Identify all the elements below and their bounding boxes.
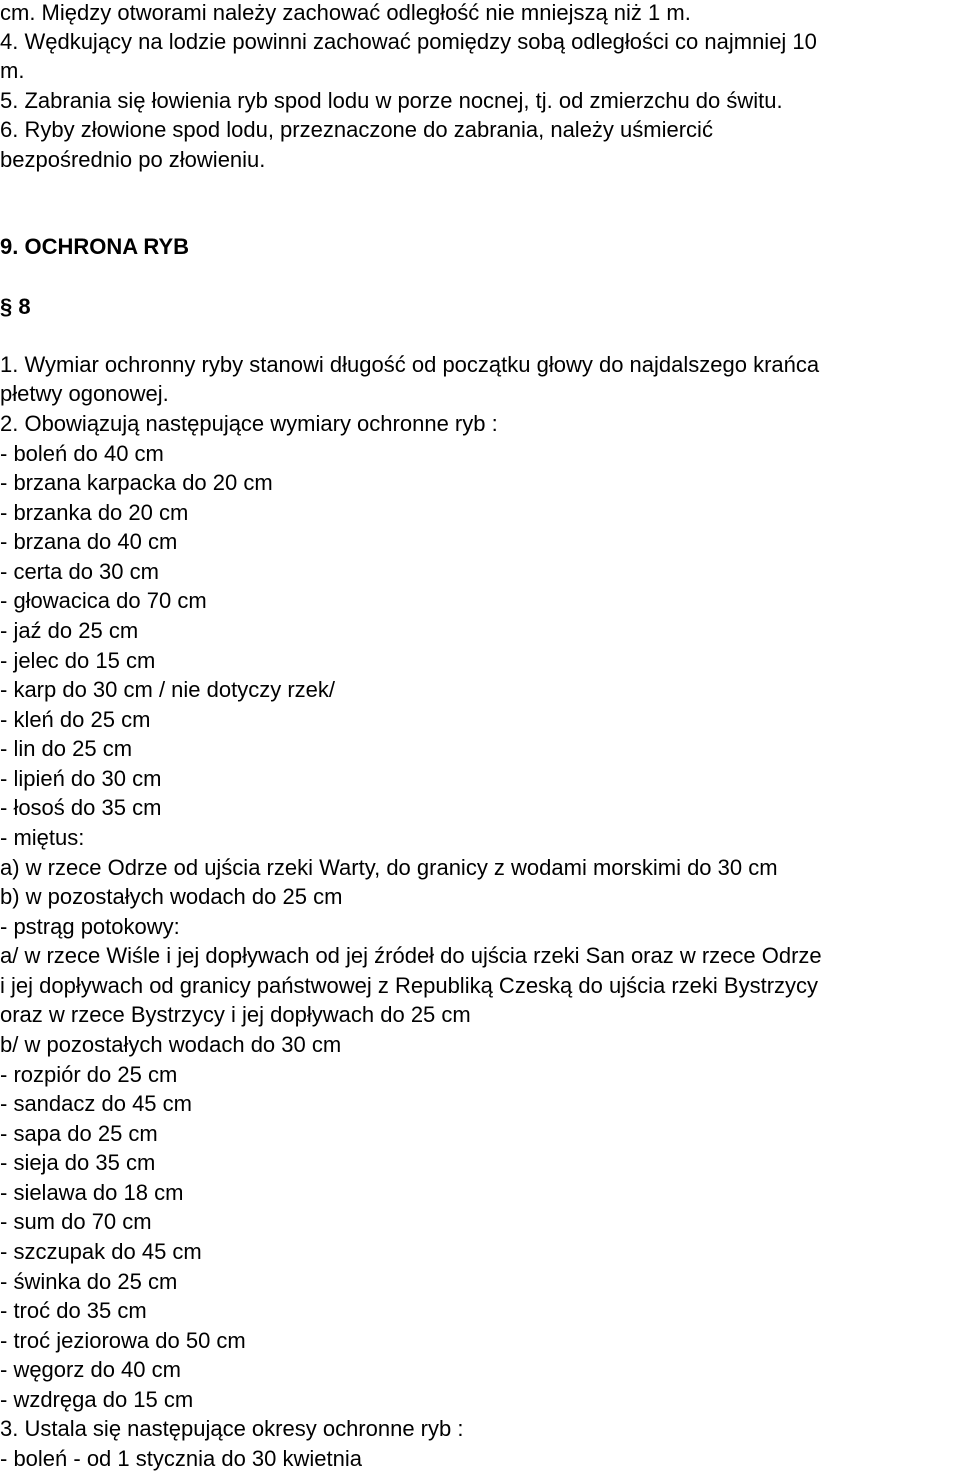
list-item: - jaź do 25 cm <box>0 618 139 643</box>
list-item: b/ w pozostałych wodach do 30 cm <box>0 1032 342 1057</box>
list-item: - karp do 30 cm / nie dotyczy rzek/ <box>0 677 336 702</box>
text-line: bezpośrednio po złowieniu. <box>0 147 266 172</box>
list-item: - troć do 35 cm <box>0 1298 147 1323</box>
section-title: 9. OCHRONA RYB <box>0 234 190 259</box>
list-item: a) w rzece Odrze od ujścia rzeki Warty, do granicy z wodami morskimi do 30 cm <box>0 855 778 880</box>
list-item: - sapa do 25 cm <box>0 1121 158 1146</box>
paragraph-mark: § 8 <box>0 294 31 319</box>
text-line: m. <box>0 58 25 83</box>
text-line: 4. Wędkujący na lodzie powinni zachować pomiędzy sobą odległości co najmniej 10 <box>0 29 817 54</box>
list-item: - sielawa do 18 cm <box>0 1180 184 1205</box>
list-item: - sum do 70 cm <box>0 1209 152 1234</box>
list-item: - kleń do 25 cm <box>0 707 151 732</box>
list-item: - świnka do 25 cm <box>0 1269 178 1294</box>
list-item: - rozpiór do 25 cm <box>0 1062 178 1087</box>
list-item: i jej dopływach od granicy państwowej z Republiką Czeską do ujścia rzeki Bystrzycy <box>0 973 819 998</box>
list-item: - jelec do 15 cm <box>0 648 156 673</box>
text-line: 5. Zabrania się łowienia ryb spod lodu w porze nocnej, tj. od zmierzchu do świtu. <box>0 88 783 113</box>
text-line: 1. Wymiar ochronny ryby stanowi długość od początku głowy do najdalszego krańca <box>0 352 820 377</box>
list-item: - sandacz do 45 cm <box>0 1091 192 1116</box>
list-item: - boleń do 40 cm <box>0 441 164 466</box>
list-item: - węgorz do 40 cm <box>0 1357 181 1382</box>
list-item: - łosoś do 35 cm <box>0 795 162 820</box>
text-line: płetwy ogonowej. <box>0 381 169 406</box>
list-item: - troć jeziorowa do 50 cm <box>0 1328 246 1353</box>
text-line: 6. Ryby złowione spod lodu, przeznaczone do zabrania, należy uśmiercić <box>0 117 713 142</box>
list-item: - głowacica do 70 cm <box>0 588 207 613</box>
list-item: oraz w rzece Bystrzycy i jej dopływach do 25 cm <box>0 1002 471 1027</box>
list-item: - brzana do 40 cm <box>0 529 178 554</box>
list-item: - certa do 30 cm <box>0 559 159 584</box>
list-item: a/ w rzece Wiśle i jej dopływach od jej źródeł do ujścia rzeki San oraz w rzece Odrze <box>0 943 822 968</box>
list-item: - lipień do 30 cm <box>0 766 162 791</box>
list-item: - wzdręga do 15 cm <box>0 1387 194 1412</box>
list-item: - brzana karpacka do 20 cm <box>0 470 273 495</box>
list-item: - szczupak do 45 cm <box>0 1239 202 1264</box>
list-item: b) w pozostałych wodach do 25 cm <box>0 884 343 909</box>
list-item: - pstrąg potokowy: <box>0 914 180 939</box>
list-item: - brzanka do 20 cm <box>0 500 189 525</box>
text-line: 2. Obowiązują następujące wymiary ochronne ryb : <box>0 411 498 436</box>
list-item: - lin do 25 cm <box>0 736 133 761</box>
list-item: - boleń - od 1 stycznia do 30 kwietnia <box>0 1446 362 1471</box>
list-item: - sieja do 35 cm <box>0 1150 156 1175</box>
text-line: cm. Między otworami należy zachować odległość nie mniejszą niż 1 m. <box>0 0 691 25</box>
list-item: - miętus: <box>0 825 85 850</box>
text-line: 3. Ustala się następujące okresy ochronne ryb : <box>0 1416 464 1441</box>
